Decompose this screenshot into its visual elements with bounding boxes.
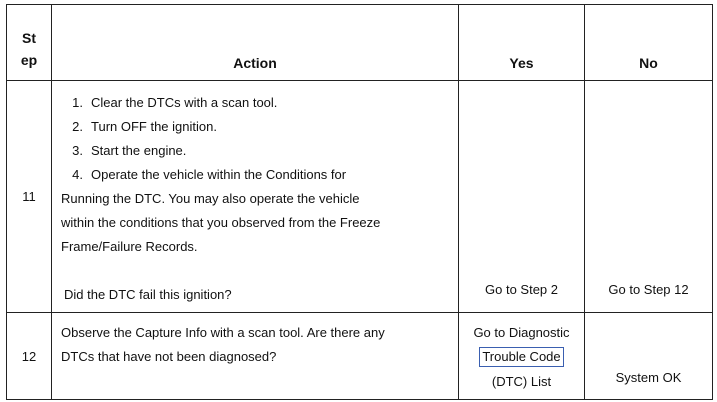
header-step-line1: St xyxy=(22,30,36,46)
action-step-item: 1. Clear the DTCs with a scan tool. xyxy=(72,95,278,110)
action-text-line: DTCs that have not been diagnosed? xyxy=(61,349,277,364)
action-cell xyxy=(52,313,459,400)
header-step xyxy=(7,5,52,81)
header-action: Action xyxy=(52,5,459,81)
action-question: Did the DTC fail this ignition? xyxy=(64,287,232,302)
table-row-step-11 xyxy=(7,81,713,313)
no-result: System OK xyxy=(585,313,713,400)
diagnostic-step-table xyxy=(6,4,713,400)
action-step-item: 2. Turn OFF the ignition. xyxy=(72,119,217,134)
trouble-code-link[interactable]: Trouble Code xyxy=(479,347,563,367)
step-number: 11 xyxy=(7,81,52,313)
header-no: No xyxy=(585,5,713,81)
no-result: Go to Step 12 xyxy=(585,81,713,313)
yes-line-1: Go to Diagnostic xyxy=(473,325,570,340)
table-row-step-12 xyxy=(7,313,713,400)
action-text-line: Observe the Capture Info with a scan tool. Are there any xyxy=(61,325,385,340)
header-yes: Yes xyxy=(459,5,585,81)
action-step-continued: within the conditions that you observed from the Freeze xyxy=(61,215,381,230)
action-cell xyxy=(52,81,459,313)
step-number: 12 xyxy=(7,313,52,400)
yes-result xyxy=(459,313,585,400)
table-header-row xyxy=(7,5,713,81)
header-step-line2: ep xyxy=(20,52,38,68)
action-step-continued: Frame/Failure Records. xyxy=(61,239,198,254)
action-step-continued: Running the DTC. You may also operate the vehicle xyxy=(61,191,360,206)
action-step-item: 3. Start the engine. xyxy=(72,143,187,158)
yes-line-3: (DTC) List xyxy=(491,374,552,389)
action-step-item: 4. Operate the vehicle within the Conditions for xyxy=(72,167,347,182)
yes-result: Go to Step 2 xyxy=(459,81,585,313)
